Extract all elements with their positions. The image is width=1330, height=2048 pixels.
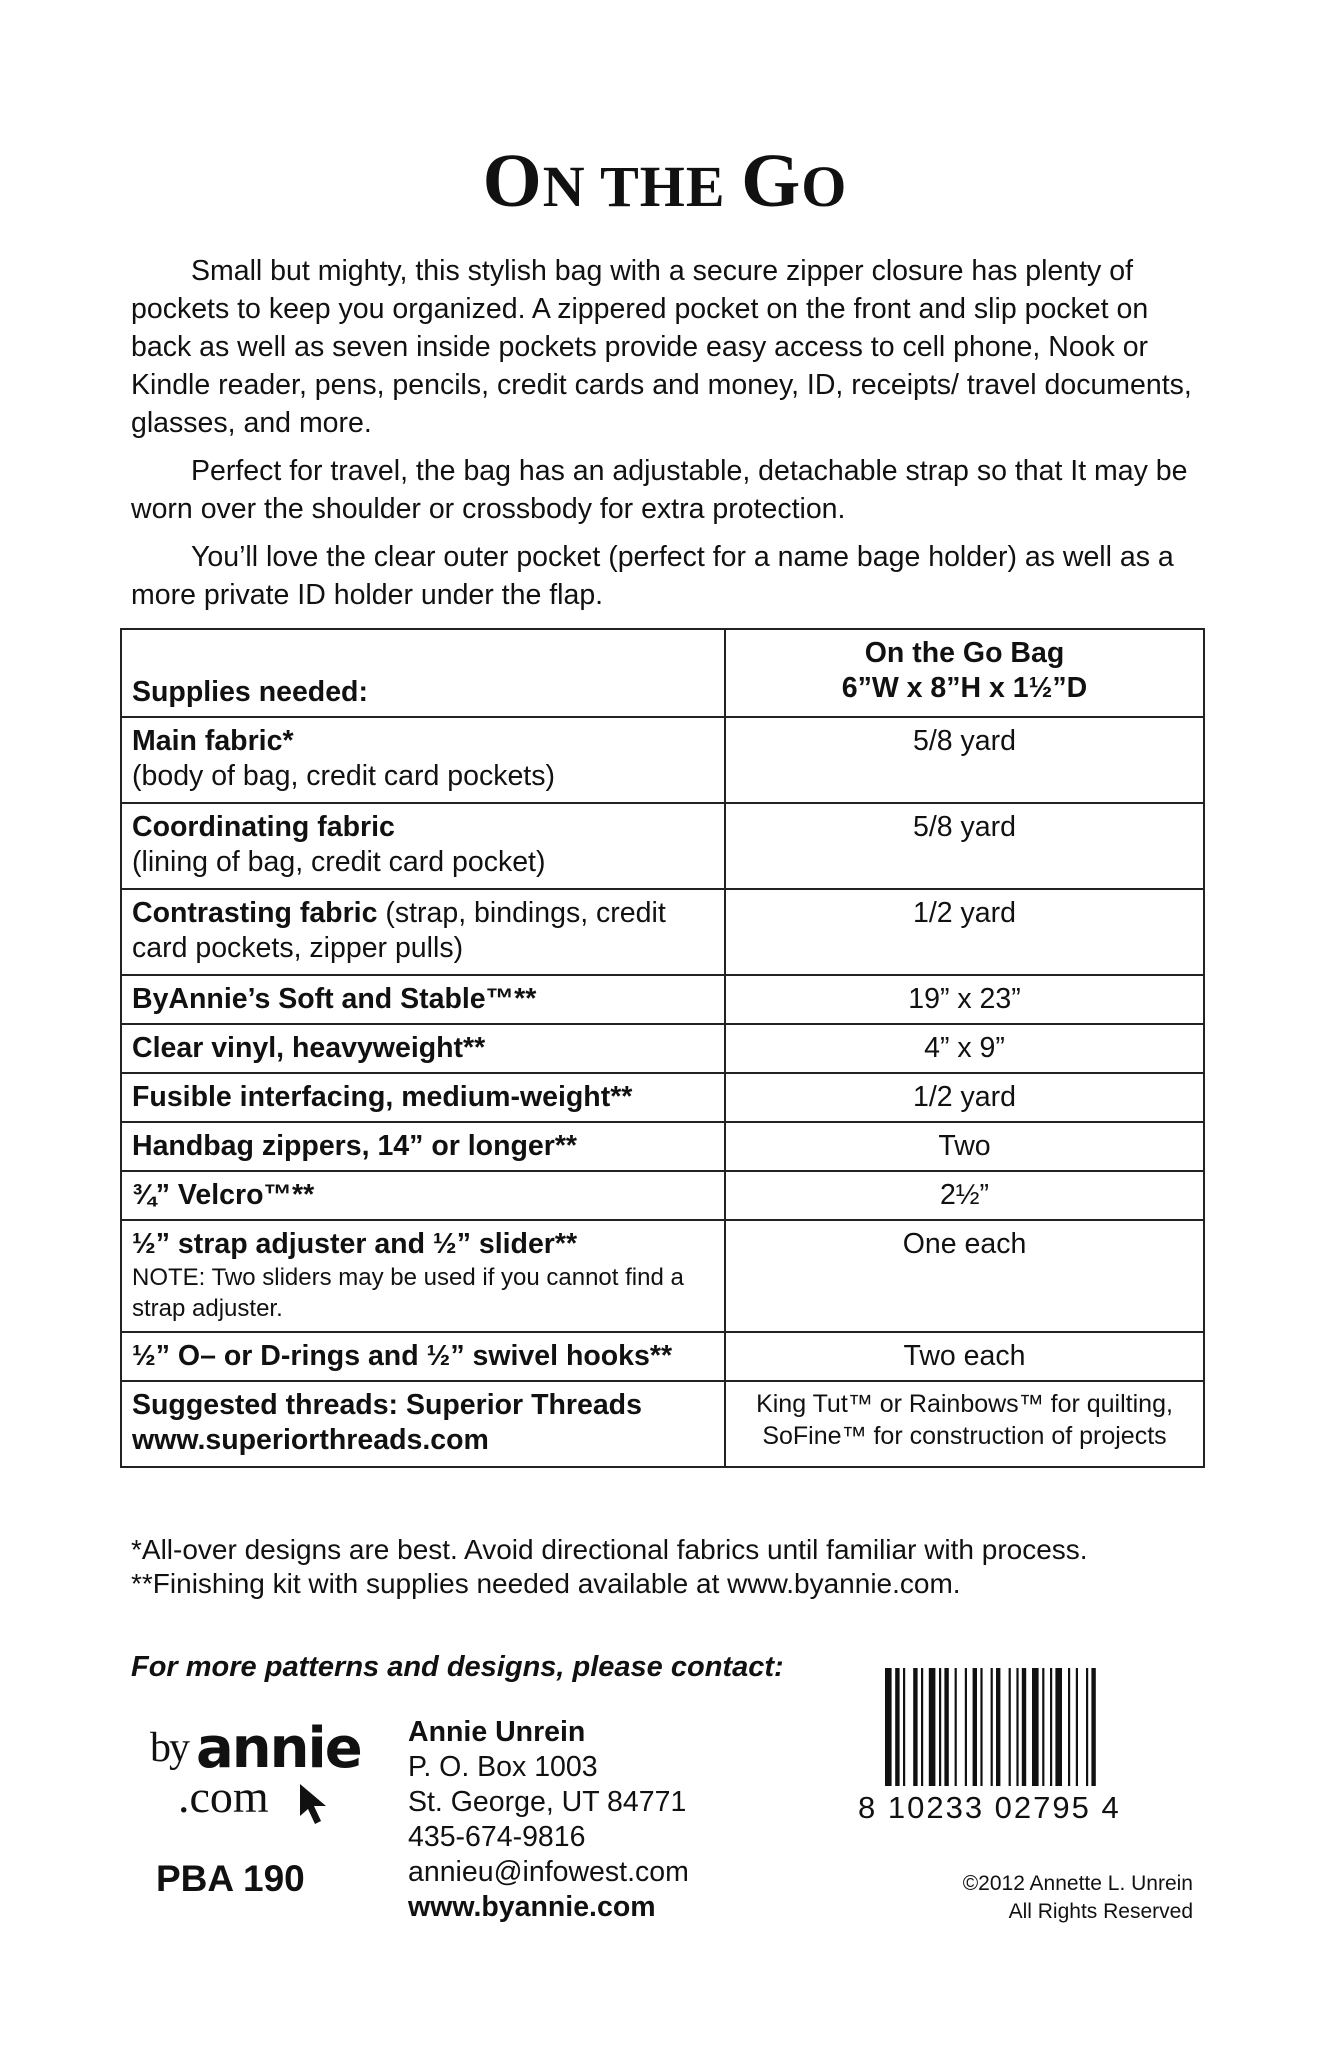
address-line-2: St. George, UT 84771 (408, 1786, 687, 1818)
barcode-icon (885, 1668, 1185, 1786)
contact-heading: For more patterns and designs, please contact: (131, 1651, 784, 1683)
contact-address (408, 1715, 689, 1925)
table-row: Handbag zippers, 14” or longer** Two (121, 1122, 1204, 1171)
supplies-table (120, 628, 1205, 1468)
barcode-bar (939, 1668, 941, 1786)
barcode-bar (1076, 1668, 1078, 1786)
barcode-bar (1016, 1668, 1018, 1786)
header-bag-size: On the Go Bag 6”W x 8”H x 1½”D (725, 629, 1204, 717)
intro-paragraph-3: You’ll love the clear outer pocket (perfect for a name bage holder) as well as a more private ID holder under the flap. (131, 541, 1174, 611)
barcode-bar (1091, 1668, 1095, 1786)
intro-paragraph-1: Small but mighty, this stylish bag with a secure zipper closure has plenty of pockets to keep you organized. A zippered pocket on the front and slip pocket on back as well as seven inside pockets provide easy access to cell phone, Nook or Kindle reader, pens, pencils, credit cards and money, ID, receipts/ travel documents, glasses, and more. (131, 255, 1192, 439)
table-row: Fusible interfacing, medium-weight** 1/2 yard (121, 1073, 1204, 1122)
cursor-arrow-icon (298, 1782, 332, 1826)
table-row: Contrasting fabric (strap, bindings, credit card pockets, zipper pulls) 1/2 yard (121, 889, 1204, 975)
address-line-1: P. O. Box 1003 (408, 1751, 598, 1783)
header-supplies: Supplies needed: (121, 629, 725, 717)
barcode-bar (973, 1668, 977, 1786)
barcode-bar (1050, 1668, 1052, 1786)
table-row: Main fabric* (body of bag, credit card pockets) 5/8 yard (121, 717, 1204, 803)
footnote-1: *All-over designs are best. Avoid directional fabrics until familiar with process. (131, 1534, 1088, 1565)
barcode-bar (991, 1668, 993, 1786)
barcode-bar (1086, 1668, 1088, 1786)
footnotes (131, 1533, 1088, 1601)
table-row: ¾” Velcro™** 2½” (121, 1171, 1204, 1220)
barcode-bar (1068, 1668, 1070, 1786)
barcode-bar (929, 1668, 936, 1786)
table-header-row (121, 629, 1204, 717)
phone: 435-674-9816 (408, 1821, 586, 1853)
table-row: Coordinating fabric (lining of bag, credit card pocket) 5/8 yard (121, 803, 1204, 889)
website-link[interactable]: www.byannie.com (408, 1891, 656, 1923)
barcode-bar (1032, 1668, 1039, 1786)
table-row: ByAnnie’s Soft and Stable™** 19” x 23” (121, 975, 1204, 1024)
barcode-bar (903, 1668, 905, 1786)
page-title: ON THE GO (482, 139, 848, 223)
barcode-bar (895, 1668, 899, 1786)
barcode-bar (921, 1668, 923, 1786)
table-row: ½” strap adjuster and ½” slider** NOTE: Two sliders may be used if you cannot find a strap adjuster. One each (121, 1220, 1204, 1332)
table-row: Clear vinyl, heavyweight** 4” x 9” (121, 1024, 1204, 1073)
barcode-bar (965, 1668, 967, 1786)
email[interactable]: annieu@infowest.com (408, 1856, 689, 1888)
byannie-logo: by annie .com (148, 1720, 348, 1830)
barcode-bar (980, 1668, 982, 1786)
barcode-bar (1042, 1668, 1044, 1786)
pattern-number: PBA 190 (156, 1858, 305, 1899)
barcode-bar (1009, 1668, 1011, 1786)
barcode-bar (996, 1668, 1000, 1786)
table-row: Suggested threads: Superior Threads www.superiorthreads.com King Tut™ or Rainbows™ for quilting, SoFine™ for construction of projects (121, 1381, 1204, 1467)
barcode-bar (1022, 1668, 1026, 1786)
contact-name: Annie Unrein (408, 1716, 586, 1748)
copyright: ©2012 Annette L. Unrein All Rights Reserved (962, 1872, 1193, 1923)
table-row: ½” O– or D-rings and ½” swivel hooks** Two each (121, 1332, 1204, 1381)
barcode-bar (955, 1668, 957, 1786)
barcode-number: 8 10233 02795 4 (858, 1790, 1121, 1825)
barcode-bar (1055, 1668, 1062, 1786)
barcode-bar (944, 1668, 948, 1786)
barcode-bar (885, 1668, 892, 1786)
footnote-2: **Finishing kit with supplies needed available at www.byannie.com. (131, 1568, 961, 1599)
barcode-bar (913, 1668, 917, 1786)
intro-text (131, 252, 1211, 624)
intro-paragraph-2: Perfect for travel, the bag has an adjustable, detachable strap so that It may be worn over the shoulder or crossbody for extra protection. (131, 455, 1188, 525)
